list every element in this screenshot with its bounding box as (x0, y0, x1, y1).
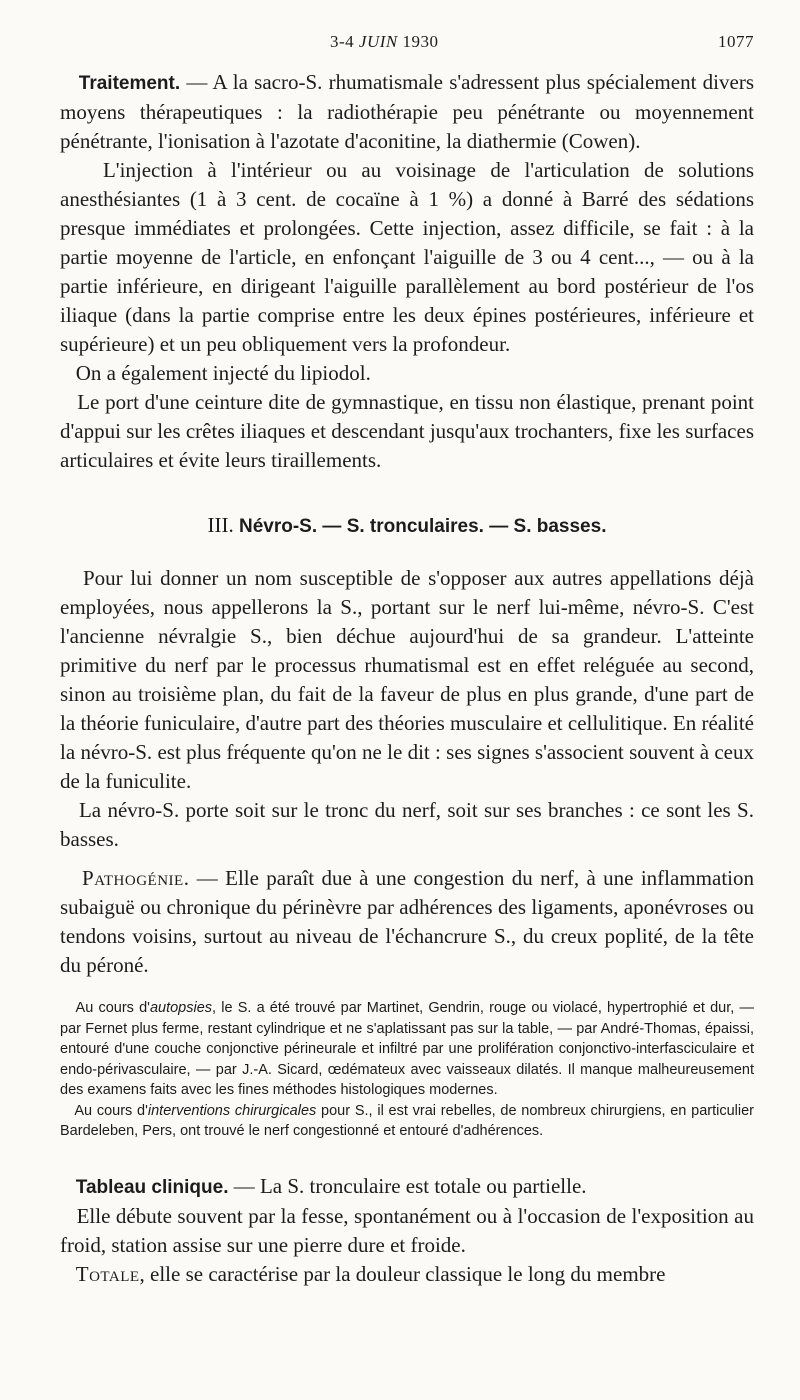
section-title: Névro-S. — S. tronculaires. — S. basses. (239, 516, 607, 537)
running-header (60, 32, 754, 52)
section-heading (60, 513, 754, 538)
ceinture-paragraph (60, 388, 754, 475)
page-number: 1077 (718, 32, 754, 51)
ceinture-text: Le port d'une ceinture dite de gymnastique, en tissu non élastique, prenant point d'appui sur les crêtes iliaques et descendant jusqu'aux trochanters, fixe les surfaces articulaires et évite leurs tiraillements. (60, 390, 755, 472)
debut-paragraph (60, 1202, 754, 1260)
nevro-branches-text: La névro-S. porte soit sur le tronc du nerf, soit sur ses branches : ce sont les S. basses. (60, 798, 754, 851)
totale-text: , elle se caractérise par la douleur classique le long du membre (139, 1261, 666, 1286)
issue-date (330, 32, 439, 52)
tableau-paragraph (60, 1172, 754, 1202)
autopsies-note-emphasis: autopsies (149, 1000, 213, 1016)
date-month: JUIN (358, 32, 398, 51)
tableau-heading: Tableau clinique. (75, 1176, 229, 1198)
injection-paragraph (60, 156, 754, 359)
totale-paragraph (60, 1260, 754, 1289)
lipiodol-paragraph (60, 359, 754, 388)
nevro-intro-paragraph (60, 564, 754, 796)
section-number: III. (207, 513, 234, 537)
date-prefix: 3-4 (330, 32, 355, 51)
pathogenie-heading: Pathogénie. (82, 866, 190, 890)
interventions-note (60, 1101, 754, 1142)
interventions-note-a: Au cours d' (74, 1102, 148, 1119)
pathogenie-paragraph (60, 864, 754, 980)
pathogenie-text: — Elle paraît due à une congestion du nerf, à une inflammation subaiguë ou chronique du périnèvre par adhérences des ligaments, aponévroses ou tendons voisins, surtout au niveau de l'échancrure S., du creux poplité, de la tête du péroné. (60, 866, 754, 977)
autopsies-note-b: , le S. a été trouvé par Martinet, Gendrin, rouge ou violacé, hypertrophié et dur, — par Fernet plus ferme, restant cylindrique et ne s'aplatissant pas sur la table, — par André-Thomas, épaissi, entouré d'une couche conjonctive périneurale et infiltré par une prolifération conjonctivo-interfasciculaire et endo-périvasculaire, — par J.-A. Sicard, œdémateux avec vaisseaux dilatés. Il manque malheureusement des examens faits avec les fines méthodes histologiques modernes. (60, 1000, 754, 1098)
tableau-text: — La S. tronculaire est totale ou partielle. (228, 1173, 587, 1198)
injection-text: L'injection à l'intérieur ou au voisinage de l'articulation de solutions anesthésiantes (1 à 3 cent. de cocaïne à 1 %) a donné à Barré des sédations presque immédiates et prolongées. Cette injection, assez difficile, se fait : à la partie moyenne de l'article, en enfonçant l'aiguille de 3 ou 4 cent..., — ou à la partie inférieure, en dirigeant l'aiguille parallèlement au bord postérieur de l'os iliaque (dans la partie comprise entre les deux épines postérieures, inférieure et supérieure) et un peu obliquement vers la profondeur. (60, 158, 755, 356)
traitement-heading: Traitement. (78, 73, 181, 94)
lipiodol-text: On a également injecté du lipiodol. (75, 361, 371, 385)
autopsies-note (60, 998, 754, 1101)
traitement-text: — A la sacro-S. rhumatismale s'adressent plus spécialement divers moyens thérapeutiques : la radiothérapie peu pénétrante ou moyennement pénétrante, l'ionisation à l'azotate d'aconitine, la diathermie (Cowen). (60, 70, 754, 153)
interventions-note-b: pour S., il est vrai rebelles, de nombreux chirurgiens, en particulier Bardeleben, Pers, ont trouvé le nerf congestionné et entouré d'adhérences. (60, 1102, 755, 1139)
date-year: 1930 (402, 32, 439, 51)
interventions-note-emphasis: interventions chirurgicales (147, 1102, 317, 1119)
autopsies-note-a: Au cours d' (75, 1000, 150, 1016)
nevro-branches-paragraph (60, 796, 754, 854)
debut-text: Elle débute souvent par la fesse, spontanément ou à l'occasion de l'exposition au froid, station assise sur une pierre dure et froide. (60, 1203, 755, 1257)
nevro-intro-text: Pour lui donner un nom susceptible de s'opposer aux autres appellations déjà employées, nous appellerons la S., portant sur le nerf lui-même, névro-S. C'est l'ancienne névralgie S., bien déchue aujourd'hui de sa grandeur. L'atteinte primitive du nerf par le processus rhumatismal est en effet reléguée au second, sinon au troisième plan, du fait de la faveur de plus en plus grande, d'une part de la théorie funiculaire, d'autre part des théories musculaire et cellulitique. En réalité la névro-S. est plus fréquente qu'on ne le dit : ses signes s'associent souvent à ceux de la funiculite. (60, 566, 754, 793)
totale-heading: Totale (75, 1261, 140, 1286)
traitement-paragraph (60, 68, 754, 156)
